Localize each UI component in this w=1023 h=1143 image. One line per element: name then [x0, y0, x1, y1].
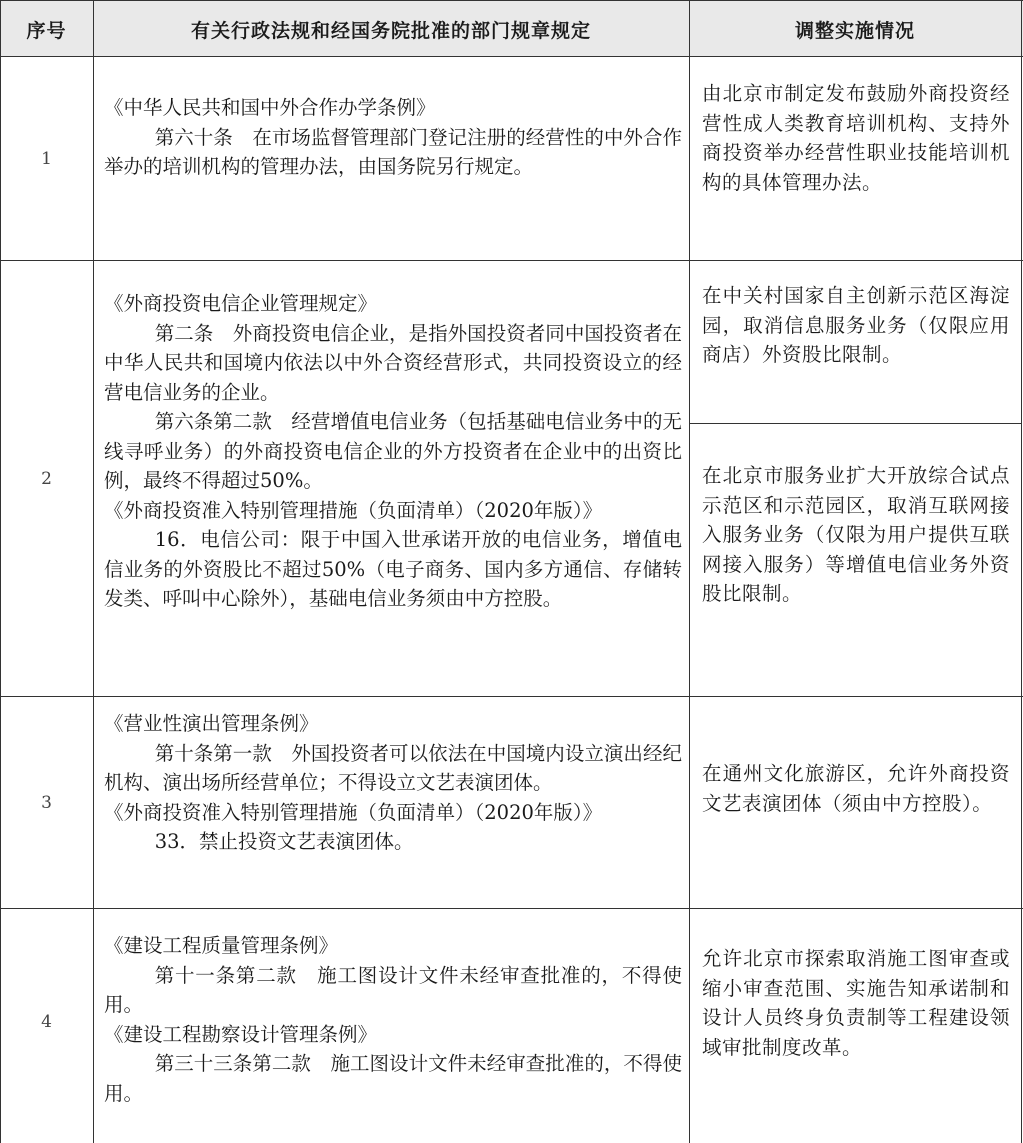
table-row	[0, 56, 1023, 260]
implementation-text: 在中关村国家自主创新示范区海淀园，取消信息服务业务（仅限应用商店）外资股比限制。	[702, 284, 1010, 366]
implementation-text: 允许北京市探索取消施工图审查或缩小审查范围、实施告知承诺制和设计人员终身负责制等工程建设领域审批制度改革。	[702, 947, 1010, 1059]
table-row	[0, 260, 1023, 696]
law-title: 《营业性演出管理条例》	[104, 712, 319, 735]
row-number: 1	[41, 149, 52, 169]
implementation-text: 在通州文化旅游区，允许外商投资文艺表演团体（须由中方控股）。	[702, 762, 1010, 815]
table-header	[0, 0, 1023, 56]
row-number: 4	[41, 1012, 52, 1032]
header-implementation: 调整实施情况	[794, 19, 915, 42]
row-number: 3	[41, 793, 52, 813]
regulation-text	[104, 709, 682, 857]
header-serial-number: 序号	[26, 19, 67, 42]
table-row	[0, 908, 1023, 1143]
regulation-text	[104, 289, 682, 614]
cell-divider	[689, 423, 1022, 424]
law-title: 《外商投资准入特别管理措施（负面清单）（2020年版）》	[104, 800, 603, 824]
law-article: 第十条第一款 外国投资者可以依法在中国境内设立演出经纪机构、演出场所经营单位；不得设立文艺表演团体。	[104, 741, 682, 794]
implementation-text: 由北京市制定发布鼓励外商投资经营性成人类教育培训机构、支持外商投资举办经营性职业技能培训机构的具体管理办法。	[702, 82, 1010, 194]
law-article: 第六条第二款 经营增值电信业务（包括基础电信业务中的无线寻呼业务）的外商投资电信企业的外方投资者在企业中的出资比例，最终不得超过50%。	[104, 410, 682, 492]
law-title: 《外商投资电信企业管理规定》	[104, 292, 378, 315]
law-title: 《建设工程勘察设计管理条例》	[104, 1022, 378, 1046]
law-title: 《中华人民共和国中外合作办学条例》	[104, 96, 436, 119]
table-row	[0, 696, 1023, 908]
law-article: 第二条 外商投资电信企业，是指外国投资者同中国投资者在中华人民共和国境内依法以中外合资经营形式，共同投资设立的经营电信业务的企业。	[104, 321, 682, 404]
law-article: 第六十条 在市场监督管理部门登记注册的经营性的中外合作举办的培训机构的管理办法，由国务院另行规定。	[104, 125, 682, 178]
law-article: 16．电信公司：限于中国入世承诺开放的电信业务，增值电信业务的外资股比不超过50%（电子商务、国内多方通信、存储转发类、呼叫中心除外），基础电信业务须由中方控股。	[104, 528, 682, 610]
row-number: 2	[41, 469, 52, 489]
law-title: 《外商投资准入特别管理措施（负面清单）（2020年版）》	[104, 498, 603, 522]
law-article: 第三十三条第二款 施工图设计文件未经审查批准的，不得使用。	[104, 1052, 682, 1105]
regulation-text	[104, 931, 682, 1108]
implementation-text: 在北京市服务业扩大开放综合试点示范区和示范园区，取消互联网接入服务业务（仅限为用户提供互联网接入服务）等增值电信业务外资股比限制。	[702, 464, 1010, 605]
law-title: 《建设工程质量管理条例》	[104, 934, 339, 957]
law-article: 第十一条第二款 施工图设计文件未经审查批准的，不得使用。	[104, 963, 682, 1016]
law-article: 33．禁止投资文艺表演团体。	[154, 830, 414, 853]
header-regulation: 有关行政法规和经国务院批准的部门规章规定	[190, 19, 591, 42]
regulation-text	[104, 93, 682, 182]
